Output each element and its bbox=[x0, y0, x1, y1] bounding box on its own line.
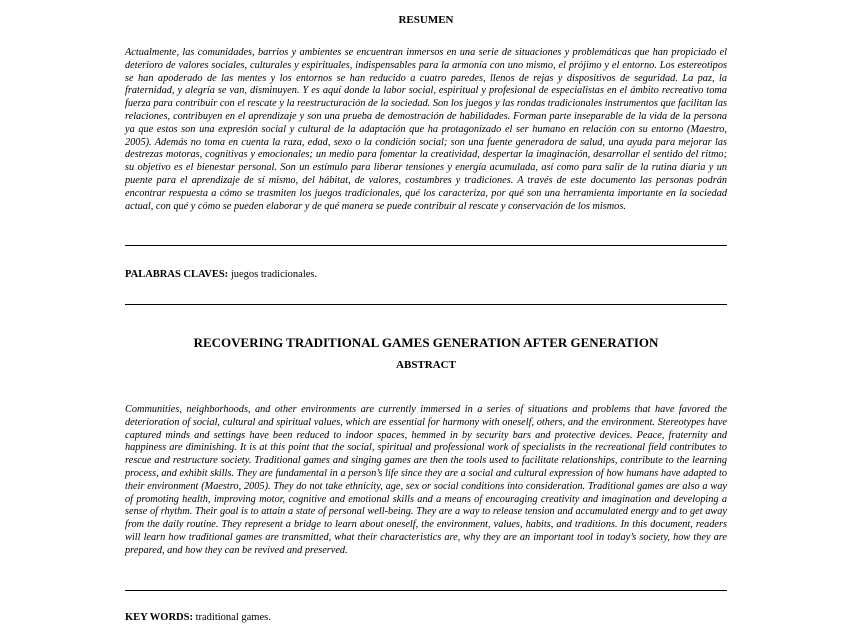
palabras-claves bbox=[125, 269, 317, 280]
palabras-claves-value: juegos tradicionales. bbox=[228, 269, 318, 280]
resumen-body: Actualmente, las comunidades, barrios y ambientes se encuentran inmersos en una serie de situaciones y problemáticas que han propiciado el deterioro de valores sociales, culturales y espirituales, indispensables para la armonía con uno mismo, el prójimo y el entorno. Los estereotipos se han apoderado de las mentes y los entornos se han reducido a cuatro paredes, llenos de rejas y dispositivos de seguridad. La paz, la fraternidad, y alegría se van, disminuyen. Y es aquí donde la labor social, espiritual y profesional de especialistas en el ámbito recreativo toma fuerza para contribuir con el rescate y la reestructuración de la sociedad. Son los juegos y las rondas tradicionales instrumentos que facilitan las relaciones, contribuyen en el aprendizaje y son una prueba de demostración de habilidades. Forman parte inseparable de la vida de la persona ya que estos son una expresión social y cultural de la adaptación que ha protagonizado el ser humano en relación con su entorno (Maestro, 2005). Además no toma en cuenta la raza, edad, sexo o la condición social; son una fuente generadora de salud, una ayuda para mejorar las destrezas motoras, cognitivas y emocionales; un medio para fomentar la creatividad, despertar la imaginación, desarrollar el sentido del ritmo; su objetivo es el bienestar personal. Son un estímulo para liberar tensiones y energía acumulada, así como para salir de la rutina diaria y un puente para el aprendizaje de sí mismo, del hábitat, de valores, costumbres y tradiciones. A través de este documento las personas podrán encontrar respuesta a cómo se trasmiten los juegos tradicionales, qué los caracteriza, por qué son una herramienta importante en la sociedad actual, con qué y cómo se pueden elaborar y de qué manera se puede contribuir al rescate y conservación de los mismos. bbox=[125, 47, 727, 212]
key-words bbox=[125, 612, 271, 623]
key-words-value: traditional games. bbox=[192, 612, 271, 623]
divider bbox=[125, 590, 727, 591]
english-title: RECOVERING TRADITIONAL GAMES GENERATION AFTER GENERATION bbox=[193, 335, 659, 350]
palabras-claves-label: PALABRAS CLAVES: bbox=[125, 269, 229, 280]
divider bbox=[125, 245, 727, 246]
divider bbox=[125, 304, 727, 305]
resumen-heading: RESUMEN bbox=[398, 14, 454, 26]
abstract-heading: ABSTRACT bbox=[396, 359, 456, 371]
key-words-label: KEY WORDS: bbox=[125, 612, 193, 623]
abstract-body: Communities, neighborhoods, and other environments are currently immersed in a series of situations and problems that have favored the deterioration of social, cultural and spiritual values, which are essential for harmony with oneself, others, and the environment. Stereotypes have captured minds and settings have been reduced to indoor spaces, hemmed in by security bars and protective devices. Peace, fraternity and happiness are diminishing. It is at this point that the social, spiritual and professional work of specialists in the recreational field contributes to rescue and restructure society. Traditional games and singing games are then the tools used to facilitate relationships, contribute to the learning process, and exhibit skills. They are fundamental in a person’s life since they are a social and cultural expression of how humans have adapted to their environment (Maestro, 2005). They do not take ethnicity, age, sex or social conditions into consideration. Traditional games are also a way of promoting health, improving motor, cognitive and emotional skills and a means of encouraging creativity and imagination and developing a sense of rhythm. Their goal is to attain a state of personal well-being. They are a way to release tension and accumulated energy and to get away from the daily routine. They represent a bridge to learn about oneself, the environment, values, habits, and traditions. In this document, readers will learn how traditional games are transmitted, what their characteristics are, why they are an important tool in today’s society, how they are prepared, and how they can be revived and preserved. bbox=[125, 404, 727, 556]
